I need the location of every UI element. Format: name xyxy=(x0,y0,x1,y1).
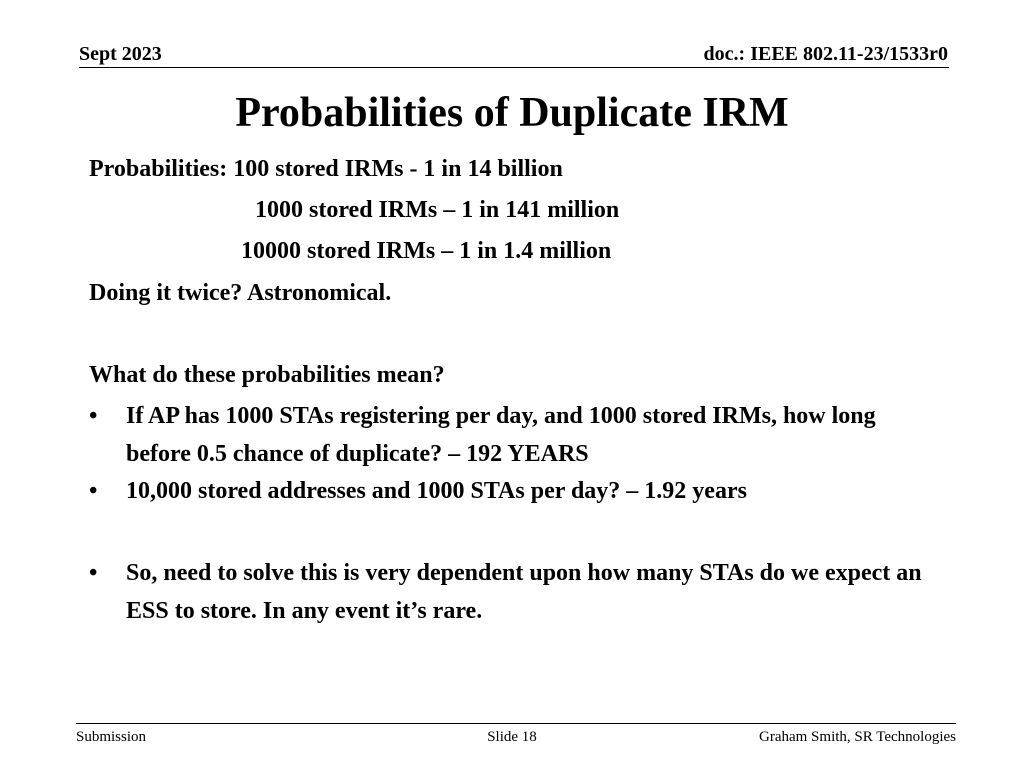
header-divider xyxy=(79,67,949,68)
doing-twice-line: Doing it twice? Astronomical. xyxy=(89,280,392,306)
bullet-marker-2: • xyxy=(89,478,98,504)
question-line: What do these probabilities mean? xyxy=(89,362,445,388)
bullet-text-3: So, need to solve this is very dependent upon how many STAs do we expect an ESS to store. In any event it’s rare. xyxy=(126,560,922,624)
bullet-marker-1: • xyxy=(89,403,98,429)
bullet-text-2: 10,000 stored addresses and 1000 STAs per day? – 1.92 years xyxy=(126,478,747,504)
footer-author: Graham Smith, SR Technologies xyxy=(759,729,956,745)
probability-line-10000: 10000 stored IRMs – 1 in 1.4 million xyxy=(241,238,612,264)
bullet-text-1: If AP has 1000 STAs registering per day, and 1000 stored IRMs, how long before 0.5 chance of duplicate? – 192 YEARS xyxy=(126,403,876,467)
footer-divider xyxy=(76,723,956,724)
footer-slide-number: Slide 18 xyxy=(487,729,537,745)
slide-title: Probabilities of Duplicate IRM xyxy=(235,90,789,136)
header-date: Sept 2023 xyxy=(79,43,162,65)
probability-line-100: Probabilities: 100 stored IRMs - 1 in 14 billion xyxy=(89,156,563,182)
footer-submission: Submission xyxy=(76,729,147,745)
header-doc-number: doc.: IEEE 802.11-23/1533r0 xyxy=(703,43,948,65)
probability-line-1000: 1000 stored IRMs – 1 in 141 million xyxy=(255,197,620,223)
bullet-marker-3: • xyxy=(89,560,98,586)
